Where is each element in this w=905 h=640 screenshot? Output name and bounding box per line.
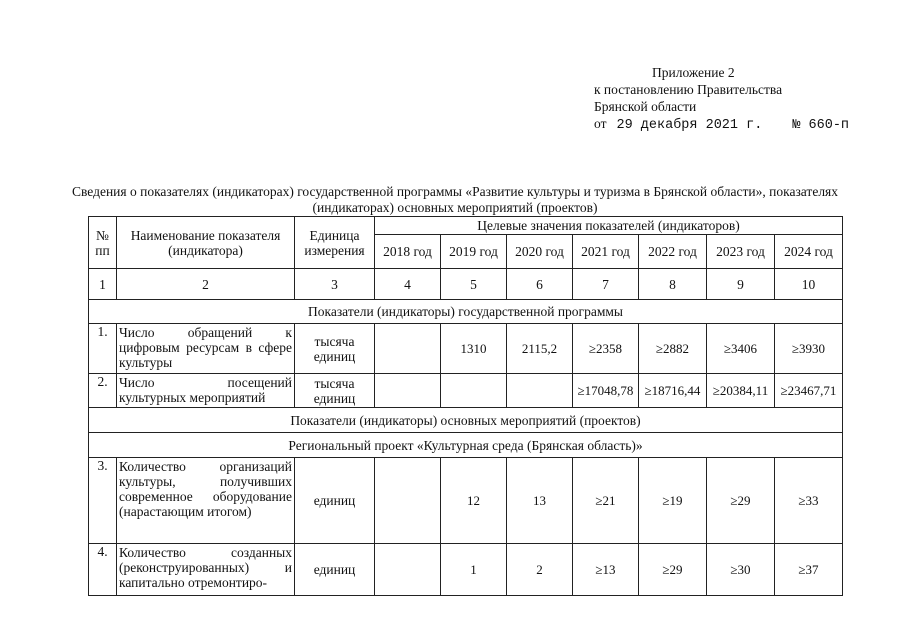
row-value: ≥13 bbox=[573, 544, 639, 596]
section-row bbox=[89, 408, 843, 433]
column-numbers-row bbox=[89, 269, 843, 300]
row-value: ≥3406 bbox=[707, 324, 775, 374]
appendix-date-line bbox=[594, 115, 849, 134]
row-value: 1310 bbox=[441, 324, 507, 374]
col-number: 2 bbox=[117, 269, 295, 300]
row-value bbox=[375, 458, 441, 544]
row-value: 13 bbox=[507, 458, 573, 544]
section-activities: Показатели (индикаторы) основных мероприятий (проектов) bbox=[89, 408, 843, 433]
row-value: ≥17048,78 bbox=[573, 374, 639, 408]
row-num: 1. bbox=[89, 324, 117, 374]
col-number: 4 bbox=[375, 269, 441, 300]
row-value: 2 bbox=[507, 544, 573, 596]
appendix-resolution: к постановлению Правительства bbox=[594, 82, 783, 97]
table-row bbox=[89, 324, 843, 374]
col-number: 8 bbox=[639, 269, 707, 300]
appendix-block bbox=[594, 64, 849, 134]
row-value: 12 bbox=[441, 458, 507, 544]
row-name: Число обращений к цифровым ресурсам в сфере культуры bbox=[117, 324, 295, 374]
header-num: № пп bbox=[89, 217, 117, 269]
row-value: ≥2882 bbox=[639, 324, 707, 374]
row-name: Количество созданных (реконструированных) и капитально отремонтиро- bbox=[117, 544, 295, 596]
col-number: 10 bbox=[775, 269, 843, 300]
date-stamp: 29 декабря 2021 г. bbox=[616, 118, 763, 133]
appendix-region: Брянской области bbox=[594, 99, 697, 114]
row-value: 2115,2 bbox=[507, 324, 573, 374]
header-targets: Целевые значения показателей (индикаторов) bbox=[375, 217, 843, 235]
header-name: Наименование показателя (индикатора) bbox=[117, 217, 295, 269]
header-year: 2020 год bbox=[507, 235, 573, 269]
document-title: Сведения о показателях (индикаторах) государственной программы «Развитие культуры и туризма в Брянской области», показателях (индикаторах) основных мероприятий (проектов) bbox=[71, 184, 839, 215]
indicators-table bbox=[88, 216, 843, 596]
col-number: 3 bbox=[295, 269, 375, 300]
row-value bbox=[375, 324, 441, 374]
row-unit: тысяча единиц bbox=[295, 374, 375, 408]
row-unit: единиц bbox=[295, 458, 375, 544]
row-value: ≥2358 bbox=[573, 324, 639, 374]
row-value bbox=[441, 374, 507, 408]
row-num: 2. bbox=[89, 374, 117, 408]
header-year: 2022 год bbox=[639, 235, 707, 269]
row-value bbox=[375, 544, 441, 596]
col-number: 9 bbox=[707, 269, 775, 300]
row-value: 1 bbox=[441, 544, 507, 596]
row-name: Количество организаций культуры, получивших современное оборудование (нарастающим итогом) bbox=[117, 458, 295, 544]
header-year: 2021 год bbox=[573, 235, 639, 269]
row-name: Число посещений культурных мероприятий bbox=[117, 374, 295, 408]
row-value: ≥18716,44 bbox=[639, 374, 707, 408]
section-regional-project: Региональный проект «Культурная среда (Брянская область)» bbox=[89, 433, 843, 458]
table-row bbox=[89, 374, 843, 408]
row-value: ≥20384,11 bbox=[707, 374, 775, 408]
row-value: ≥23467,71 bbox=[775, 374, 843, 408]
col-number: 7 bbox=[573, 269, 639, 300]
row-value bbox=[375, 374, 441, 408]
col-number: 5 bbox=[441, 269, 507, 300]
appendix-title: Приложение 2 bbox=[652, 65, 735, 80]
header-year: 2019 год bbox=[441, 235, 507, 269]
section-program: Показатели (индикаторы) государственной программы bbox=[89, 300, 843, 324]
table-row bbox=[89, 544, 843, 596]
row-unit: тысяча единиц bbox=[295, 324, 375, 374]
row-num: 3. bbox=[89, 458, 117, 544]
section-row bbox=[89, 300, 843, 324]
header-year: 2023 год bbox=[707, 235, 775, 269]
row-value: ≥30 bbox=[707, 544, 775, 596]
table-row bbox=[89, 458, 843, 544]
header-unit: Единица измерения bbox=[295, 217, 375, 269]
header-year: 2024 год bbox=[775, 235, 843, 269]
row-value bbox=[507, 374, 573, 408]
section-row bbox=[89, 433, 843, 458]
row-value: ≥37 bbox=[775, 544, 843, 596]
row-value: ≥33 bbox=[775, 458, 843, 544]
row-value: ≥29 bbox=[639, 544, 707, 596]
col-number: 1 bbox=[89, 269, 117, 300]
row-value: ≥29 bbox=[707, 458, 775, 544]
col-number: 6 bbox=[507, 269, 573, 300]
number-stamp: № 660-п bbox=[792, 118, 850, 133]
row-unit: единиц bbox=[295, 544, 375, 596]
row-value: ≥21 bbox=[573, 458, 639, 544]
header-row bbox=[89, 217, 843, 235]
date-prefix: от bbox=[594, 116, 607, 131]
row-num: 4. bbox=[89, 544, 117, 596]
row-value: ≥3930 bbox=[775, 324, 843, 374]
row-value: ≥19 bbox=[639, 458, 707, 544]
header-year: 2018 год bbox=[375, 235, 441, 269]
